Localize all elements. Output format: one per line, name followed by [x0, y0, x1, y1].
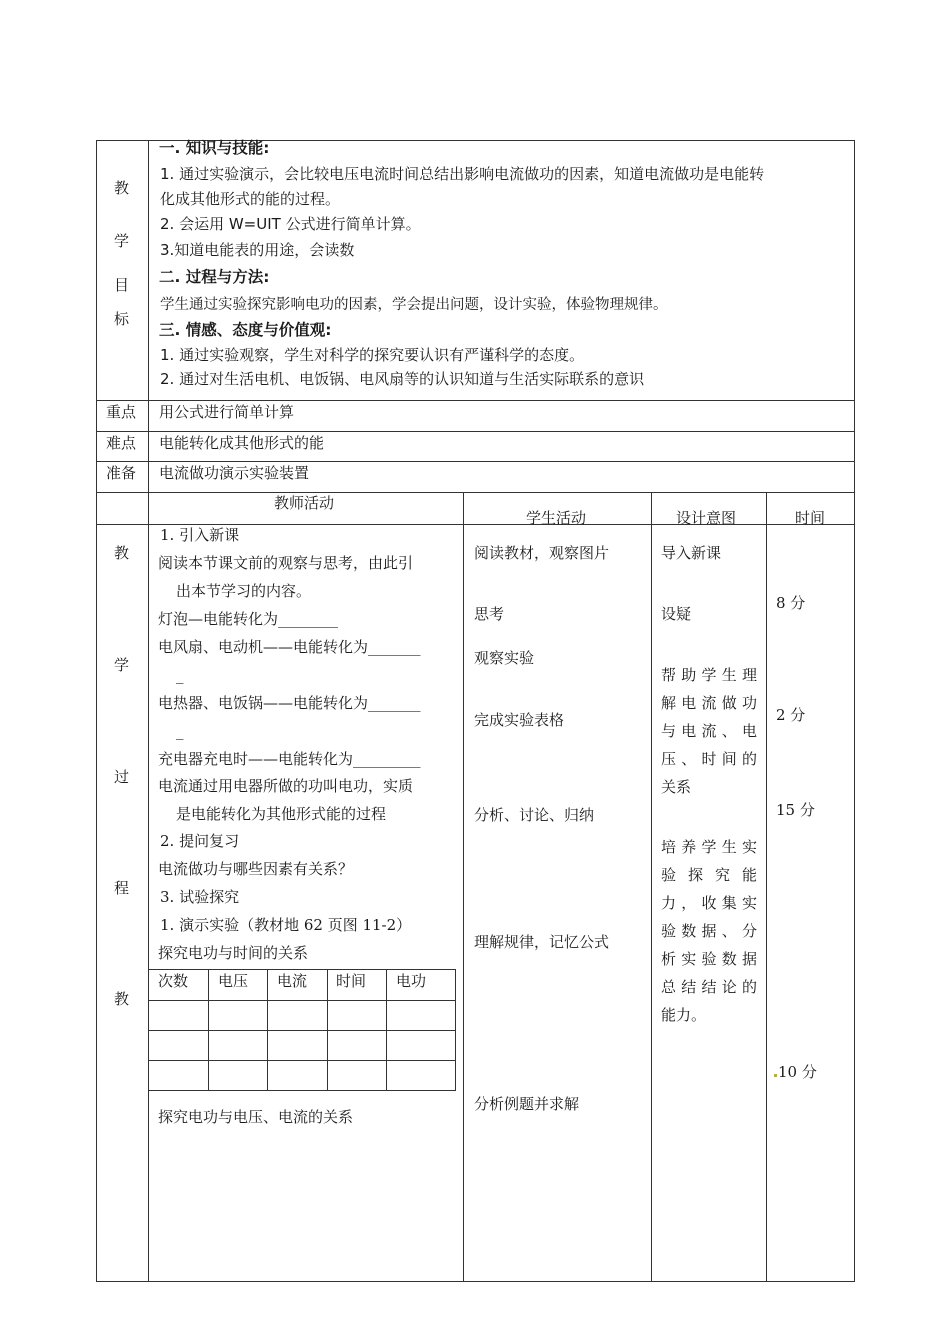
knowledge-item: 化成其他形式的能的过程。 [160, 190, 341, 208]
experiment-table-header: 次数 [158, 972, 189, 990]
teacher-line: 充电器充电时——电能转化为_________ [158, 750, 421, 768]
attitude-item: 1. 通过实验观察，学生对科学的探究要认识有严谨科学的态度。 [160, 346, 585, 364]
student-line: 观察实验 [474, 649, 535, 667]
teacher-line: 1. 引入新课 [160, 526, 240, 544]
time-value: 2 分 [776, 706, 806, 724]
experiment-table-header: 电压 [218, 972, 249, 990]
design-line: 与电流、电 [661, 722, 757, 740]
teacher-line: _ [176, 666, 184, 684]
design-line: 验探究能 [661, 866, 757, 884]
teacher-line: 电热器、电饭锅——电能转化为_______ [158, 694, 421, 712]
student-line: 思考 [474, 605, 505, 623]
design-line: 力，收集实 [661, 894, 757, 912]
difficulty-value: 电能转化成其他形式的能 [159, 434, 325, 452]
attitude-heading: 三. 情感、态度与价值观: [159, 321, 332, 339]
knowledge-item: 2. 会运用 W=UIT 公式进行简单计算。 [160, 215, 421, 233]
student-line: 分析、讨论、归纳 [474, 806, 595, 824]
difficulty-label: 难点 [106, 434, 137, 452]
teacher-line: 3. 试验探究 [160, 888, 240, 906]
design-line: 解电流做功 [661, 694, 757, 712]
time-value: 10 分 [778, 1063, 817, 1081]
process-label-char: 程 [114, 879, 130, 897]
teacher-line: 探究电功与时间的关系 [158, 944, 309, 962]
knowledge-heading: 一. 知识与技能: [159, 139, 270, 157]
preparation-label: 准备 [106, 464, 137, 482]
design-line: 能力。 [661, 1006, 707, 1024]
design-line: 培养学生实 [661, 838, 757, 856]
process-method-item: 学生通过实验探究影响电功的因素，学会提出问题，设计实验，体验物理规律。 [160, 297, 668, 313]
design-line: 析实验数据 [661, 950, 757, 968]
teacher-line: 灯泡—电能转化为________ [158, 610, 339, 628]
knowledge-item: 3.知道电能表的用途，会读数 [160, 241, 355, 259]
process-label-char: 教 [114, 990, 130, 1008]
time-header: 时间 [795, 509, 826, 527]
teacher-line: 2. 提问复习 [160, 832, 240, 850]
key-point-value: 用公式进行简单计算 [159, 403, 295, 421]
experiment-table-header: 时间 [336, 972, 367, 990]
teacher-line: 探究电功与电压、电流的关系 [158, 1108, 354, 1126]
process-label-char: 过 [114, 768, 130, 786]
design-line: 导入新课 [661, 544, 722, 562]
process-label-char: 学 [114, 656, 130, 674]
student-line: 理解规律，记忆公式 [474, 933, 610, 951]
teacher-line: 电流通过用电器所做的功叫电功，实质 [158, 777, 414, 795]
key-point-label: 重点 [106, 403, 137, 421]
preparation-value: 电流做功演示实验装置 [159, 464, 310, 482]
process-label-char: 教 [114, 544, 130, 562]
experiment-table-header: 电流 [277, 972, 308, 990]
teacher-line: 是电能转化为其他形式能的过程 [176, 805, 387, 823]
design-line: 关系 [661, 778, 692, 796]
student-line: 阅读教材，观察图片 [474, 544, 610, 562]
teacher-line: _ [176, 722, 184, 740]
teacher-line: 出本节学习的内容。 [176, 582, 312, 600]
process-method-heading: 二. 过程与方法: [159, 268, 270, 286]
objectives-label-char: 标 [114, 310, 130, 328]
knowledge-item: 1. 通过实验演示，会比较电压电流时间总结出影响电流做功的因素，知道电流做功是电能转 [160, 165, 765, 183]
design-line: 验数据、分 [661, 922, 757, 940]
attitude-item: 2. 通过对生活电机、电饭锅、电风扇等的认识知道与生活实际联系的意识 [160, 370, 645, 388]
teacher-line: 阅读本节课文前的观察与思考，由此引 [158, 554, 414, 572]
teacher-line: 1. 演示实验（教材地 62 页图 11-2） [160, 916, 412, 934]
objectives-label-char: 目 [114, 276, 130, 294]
design-line: 帮助学生理 [661, 666, 757, 684]
time-value: 15 分 [776, 801, 815, 819]
teacher-line: 电风扇、电动机——电能转化为_______ [158, 638, 421, 656]
time-value: 8 分 [776, 594, 806, 612]
design-line: 总结结论的 [661, 978, 757, 996]
objectives-label-char: 学 [114, 232, 130, 250]
design-intent-header: 设计意图 [676, 509, 737, 527]
student-line: 完成实验表格 [474, 711, 565, 729]
marker-dot [774, 1074, 777, 1077]
objectives-label-char: 教 [114, 179, 130, 197]
design-line: 压、时间的 [661, 750, 757, 768]
teacher-line: 电流做功与哪些因素有关系？ [158, 860, 354, 878]
design-line: 设疑 [661, 605, 692, 623]
teacher-activity-header: 教师活动 [274, 494, 335, 512]
student-line: 分析例题并求解 [474, 1095, 580, 1113]
student-activity-header: 学生活动 [526, 509, 587, 527]
experiment-table-header: 电功 [396, 972, 427, 990]
